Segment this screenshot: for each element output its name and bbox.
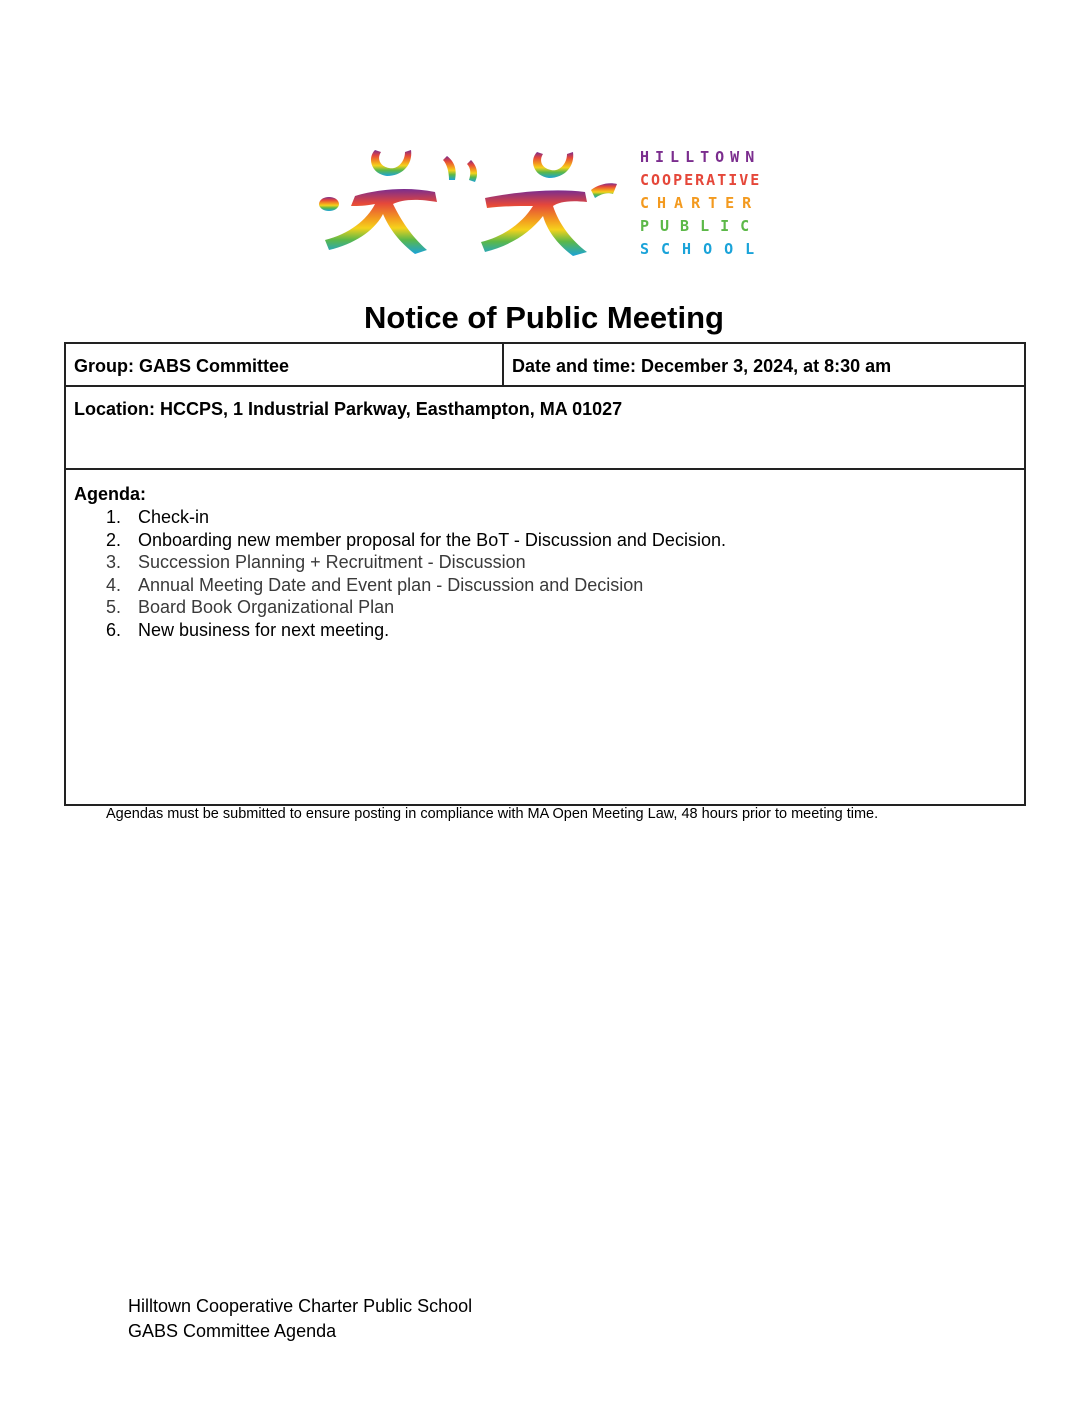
logo-line-3: CHARTER [640, 194, 760, 212]
agenda-item [106, 506, 726, 529]
page-title: Notice of Public Meeting [364, 300, 724, 335]
datetime-text: Date and time: December 3, 2024, at 8:30 am [512, 356, 892, 376]
agenda-label: Agenda: [74, 484, 146, 504]
agenda-item [106, 619, 726, 642]
agenda-item [106, 551, 726, 574]
location-row [66, 387, 1024, 470]
agenda-item-number: 3. [106, 552, 122, 573]
agenda-item-text: Annual Meeting Date and Event plan - Discussion and Decision [138, 574, 644, 595]
meeting-table [64, 342, 1026, 806]
agenda-list [106, 506, 726, 642]
logo-line-2: COOPERATIVE [640, 171, 762, 189]
agenda-item-number: 2. [106, 529, 122, 550]
agenda-item [106, 529, 726, 552]
agenda-item-text: Check-in [138, 507, 210, 527]
two-dancing-figures-icon [315, 140, 785, 266]
logo-line-1: HILLTOWN [640, 148, 761, 166]
agenda-item-number: 6. [106, 619, 122, 640]
school-logo [315, 140, 785, 266]
location-text: Location: HCCPS, 1 Industrial Parkway, Easthampton, MA 01027 [74, 399, 623, 419]
page-footer [128, 1294, 472, 1344]
agenda-item-text: Onboarding new member proposal for the BoT - Discussion and Decision. [138, 529, 726, 550]
logo-line-4: PUBLIC [640, 217, 761, 235]
agenda-item-number: 5. [106, 597, 122, 618]
agenda-item-number: 4. [106, 574, 122, 595]
agenda-row [66, 470, 1024, 804]
footer-school-name: Hilltown Cooperative Charter Public School [128, 1296, 473, 1316]
agenda-item-number: 1. [106, 507, 122, 527]
meeting-header-row [66, 344, 1024, 387]
group-cell [66, 344, 504, 385]
footer-document-name: GABS Committee Agenda [128, 1321, 337, 1341]
agenda-item [106, 596, 726, 619]
posting-footnote: Agendas must be submitted to ensure posting in compliance with MA Open Meeting Law, 48 hours prior to meeting time. [106, 806, 879, 822]
agenda-item [106, 574, 726, 597]
logo-line-5: SCHOOL [640, 240, 767, 258]
datetime-cell [504, 344, 1024, 385]
agenda-item-text: New business for next meeting. [138, 619, 390, 640]
agenda-item-text: Board Book Organizational Plan [138, 597, 395, 618]
agenda-item-text: Succession Planning + Recruitment - Discussion [138, 552, 526, 573]
group-text: Group: GABS Committee [74, 356, 290, 376]
